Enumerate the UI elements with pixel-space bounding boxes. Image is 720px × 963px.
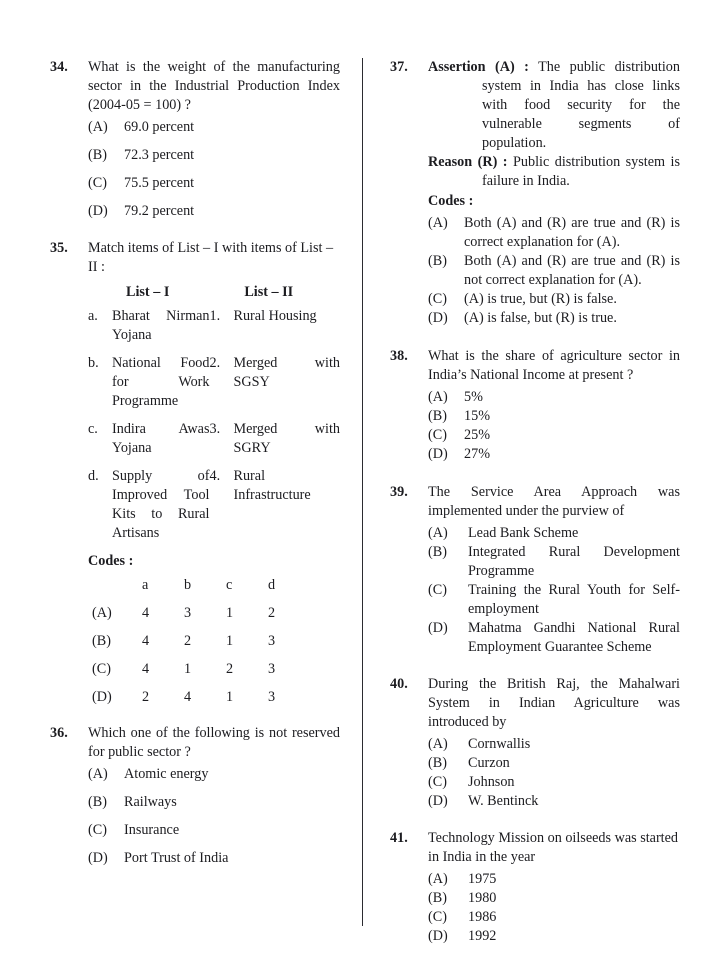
option-d[interactable] (428, 309, 680, 328)
option-label: (B) (428, 253, 447, 269)
codes-value-d: 2 (268, 605, 276, 621)
match-row (88, 467, 340, 543)
question-text: The Service Area Approach was implemented under the purview of (428, 484, 680, 519)
option-b[interactable] (88, 793, 340, 812)
option-label: (D) (428, 928, 448, 944)
option-d[interactable] (88, 849, 340, 868)
option-a[interactable] (428, 870, 680, 889)
item-value: Supply of Improved Tool Kits to Rural Artisans (112, 468, 210, 541)
options-list (428, 735, 680, 811)
option-text: Training the Rural Youth for Self-employment (468, 582, 680, 617)
option-b[interactable] (428, 543, 680, 581)
item-key: 4. (209, 468, 221, 484)
option-d[interactable] (428, 792, 680, 811)
item-key: d. (88, 468, 99, 484)
option-text: Railways (124, 794, 177, 810)
option-label: (B) (88, 794, 107, 810)
list-1-header: List – I (126, 284, 170, 300)
codes-value-c: 2 (226, 661, 234, 677)
option-text: 1992 (468, 928, 497, 944)
option-label: (D) (428, 620, 448, 636)
option-c[interactable] (88, 821, 340, 840)
question-number: 39. (390, 484, 408, 500)
codes-value-b: 3 (184, 605, 192, 621)
codes-row-b[interactable] (88, 632, 340, 651)
question-37 (390, 58, 680, 328)
option-b[interactable] (428, 407, 680, 426)
options-list (428, 870, 680, 946)
option-label: (C) (428, 291, 447, 307)
codes-col-b: b (184, 577, 192, 593)
option-a[interactable] (428, 214, 680, 252)
option-text: Cornwallis (468, 736, 531, 752)
codes-row-d[interactable] (88, 688, 340, 707)
option-label: (B) (428, 408, 447, 424)
option-text: 25% (464, 427, 491, 443)
option-label: (C) (428, 774, 447, 790)
option-d[interactable] (428, 927, 680, 946)
item-value: Indira Awas Yojana (112, 421, 210, 456)
item-value: Merged with SGSY (233, 355, 340, 390)
item-value: Rural Infrastructure (233, 468, 311, 503)
codes-value-c: 1 (226, 605, 234, 621)
option-text: 5% (464, 389, 483, 405)
option-text: 27% (464, 446, 491, 462)
question-number: 38. (390, 348, 408, 364)
option-text: 75.5 percent (124, 175, 195, 191)
option-text: 1975 (468, 871, 497, 887)
option-text: Curzon (468, 755, 510, 771)
option-text: Both (A) and (R) are true and (R) is correct explanation for (A). (464, 215, 680, 250)
reason-label: Reason (R) : (428, 154, 508, 170)
option-label: (C) (428, 427, 447, 443)
option-c[interactable] (428, 426, 680, 445)
question-40 (390, 675, 680, 811)
codes-row-label: (B) (92, 633, 111, 649)
option-text: Insurance (124, 822, 180, 838)
left-column (50, 58, 340, 885)
option-text: Both (A) and (R) are true and (R) is not correct explanation for (A). (464, 253, 680, 288)
question-number: 37. (390, 59, 408, 75)
codes-grid (88, 576, 340, 707)
column-divider (362, 58, 363, 926)
list-1-item (88, 354, 210, 411)
list-1-item (88, 467, 210, 543)
assertion-text: The public distribution system in India has close links with food security for the vulnerable segments of population. (482, 59, 680, 151)
item-key: b. (88, 355, 99, 371)
list-2-header: List – II (244, 284, 294, 300)
option-label: (A) (428, 215, 448, 231)
option-label: (B) (428, 755, 447, 771)
list-1-item (88, 420, 210, 458)
option-label: (A) (88, 119, 108, 135)
item-key: a. (88, 308, 98, 324)
option-c[interactable] (428, 581, 680, 619)
item-key: 2. (209, 355, 221, 371)
question-text: Match items of List – I with items of List – II : (88, 240, 334, 275)
codes-value-c: 1 (226, 633, 234, 649)
option-label: (A) (428, 389, 448, 405)
options-list (428, 524, 680, 657)
item-value: Rural Housing (233, 308, 317, 324)
codes-block (88, 552, 340, 707)
option-d[interactable] (428, 445, 680, 464)
option-label: (B) (88, 147, 107, 163)
codes-value-a: 4 (142, 661, 150, 677)
codes-value-d: 3 (268, 689, 276, 705)
option-label: (B) (428, 890, 447, 906)
option-label: (A) (428, 871, 448, 887)
question-38 (390, 347, 680, 464)
codes-col-a: a (142, 577, 149, 593)
reason-text: Public distribution system is failure in India. (482, 154, 681, 189)
option-text: 79.2 percent (124, 203, 195, 219)
match-row (88, 354, 340, 411)
match-table (88, 283, 340, 543)
list-2-item (210, 307, 341, 345)
assertion-statement (428, 58, 680, 153)
question-number: 34. (50, 59, 68, 75)
question-number: 41. (390, 830, 408, 846)
options-list (428, 388, 680, 464)
option-c[interactable] (428, 290, 680, 309)
item-key: 3. (209, 421, 221, 437)
question-34 (50, 58, 340, 221)
question-text: Technology Mission on oilseeds was started in India in the year (428, 830, 679, 865)
option-text: W. Bentinck (468, 793, 539, 809)
question-number: 35. (50, 240, 68, 256)
assertion-label: Assertion (A) : (428, 59, 529, 75)
match-row (88, 307, 340, 345)
codes-value-d: 3 (268, 661, 276, 677)
question-number: 36. (50, 725, 68, 741)
question-36 (50, 724, 340, 868)
codes-row-c[interactable] (88, 660, 340, 679)
option-a[interactable] (88, 765, 340, 784)
option-d[interactable] (428, 619, 680, 657)
option-text: (A) is false, but (R) is true. (464, 310, 617, 326)
option-text: 1980 (468, 890, 497, 906)
option-a[interactable] (428, 524, 680, 543)
option-text: 69.0 percent (124, 119, 195, 135)
option-label: (D) (428, 793, 448, 809)
option-label: (D) (88, 203, 108, 219)
option-text: Johnson (468, 774, 515, 790)
question-text: During the British Raj, the Mahalwari System in Indian Agriculture was introduced by (428, 676, 680, 730)
question-39 (390, 483, 680, 657)
codes-value-a: 2 (142, 689, 150, 705)
option-label: (B) (428, 544, 447, 560)
options-list (88, 118, 340, 221)
option-label: (A) (88, 766, 108, 782)
options-list (428, 214, 680, 328)
codes-row-label: (D) (92, 689, 112, 705)
option-a[interactable] (428, 735, 680, 754)
option-d[interactable] (88, 202, 340, 221)
option-a[interactable] (88, 118, 340, 137)
codes-value-a: 4 (142, 633, 150, 649)
option-label: (A) (428, 736, 448, 752)
option-text: (A) is true, but (R) is false. (464, 291, 617, 307)
option-text: Mahatma Gandhi National Rural Employment Guarantee Scheme (468, 620, 680, 655)
option-b[interactable] (428, 889, 680, 908)
codes-row-a[interactable] (88, 604, 340, 623)
item-key: c. (88, 421, 98, 437)
option-label: (D) (428, 310, 448, 326)
question-41 (390, 829, 680, 946)
option-label: (C) (88, 822, 107, 838)
codes-value-b: 2 (184, 633, 192, 649)
option-b[interactable] (428, 252, 680, 290)
codes-label: Codes : (428, 193, 474, 209)
option-a[interactable] (428, 388, 680, 407)
list-2-item (210, 467, 341, 543)
question-text: What is the share of agriculture sector in India’s National Income at present ? (428, 348, 680, 383)
option-text: Port Trust of India (124, 850, 229, 866)
option-c[interactable] (428, 908, 680, 927)
codes-value-c: 1 (226, 689, 234, 705)
codes-col-c: c (226, 577, 233, 593)
option-label: (A) (428, 525, 448, 541)
option-label: (C) (428, 909, 447, 925)
codes-value-a: 4 (142, 605, 150, 621)
option-text: Lead Bank Scheme (468, 525, 579, 541)
option-b[interactable] (88, 146, 340, 165)
codes-value-b: 4 (184, 689, 192, 705)
item-key: 1. (209, 308, 221, 324)
codes-label: Codes : (88, 553, 134, 569)
option-c[interactable] (428, 773, 680, 792)
option-text: Atomic energy (124, 766, 209, 782)
question-text: What is the weight of the manufacturing sector in the Industrial Production Index (2004-05 = 100) ? (88, 59, 340, 113)
match-header-row (88, 283, 340, 302)
option-b[interactable] (428, 754, 680, 773)
question-text: Which one of the following is not reserved for public sector ? (88, 725, 340, 760)
question-35 (50, 239, 340, 707)
codes-header-row (88, 576, 340, 595)
option-label: (D) (88, 850, 108, 866)
option-text: 15% (464, 408, 491, 424)
codes-value-d: 3 (268, 633, 276, 649)
list-1-item (88, 307, 210, 345)
item-value: Merged with SGRY (233, 421, 340, 456)
reason-statement (428, 153, 680, 191)
option-text: 1986 (468, 909, 497, 925)
codes-row-label: (A) (92, 605, 112, 621)
codes-row-label (88, 576, 138, 595)
options-list (88, 765, 340, 868)
option-text: 72.3 percent (124, 147, 195, 163)
option-text: Integrated Rural Development Programme (468, 544, 680, 579)
question-number: 40. (390, 676, 408, 692)
match-row (88, 420, 340, 458)
list-2-item (210, 420, 341, 458)
codes-value-b: 1 (184, 661, 192, 677)
codes-row-label: (C) (92, 661, 111, 677)
option-label: (D) (428, 446, 448, 462)
option-label: (C) (428, 582, 447, 598)
option-label: (C) (88, 175, 107, 191)
item-value: National Food for Work Programme (112, 355, 210, 409)
option-c[interactable] (88, 174, 340, 193)
codes-col-d: d (268, 577, 276, 593)
list-2-item (210, 354, 341, 411)
right-column (390, 58, 680, 963)
item-value: Bharat Nirman Yojana (112, 308, 210, 343)
